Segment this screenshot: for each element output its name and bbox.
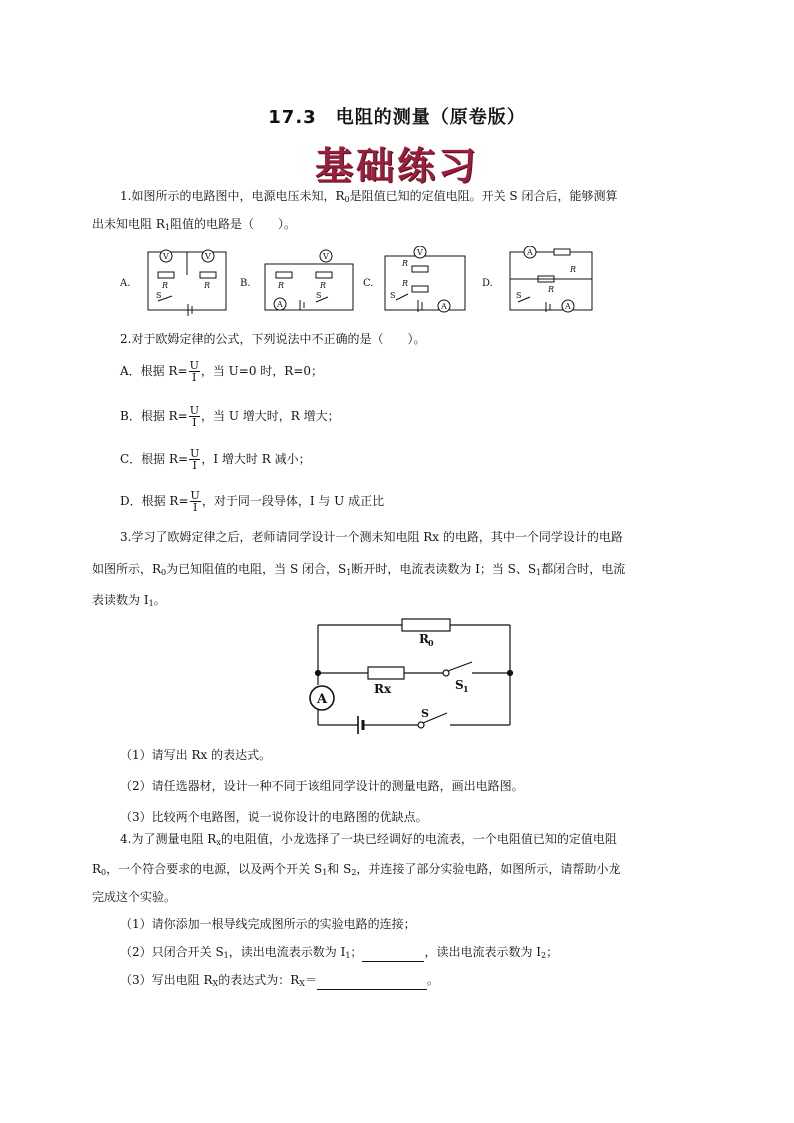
ammeter-symbol: A xyxy=(527,248,533,257)
q4-part-1: （1）请你添加一根导线完成图所示的实验电路的连接； xyxy=(120,917,416,931)
ammeter-symbol: A xyxy=(277,300,283,309)
q3-stem-line1: 3.学习了欧姆定律之后，老师请同学设计一个测未知电阻 Rx 的电路，其中一个同学设计的电路 xyxy=(120,530,623,544)
q1-option-c-label: C. xyxy=(363,278,374,289)
page-title: 17.3 电阻的测量（原卷版） xyxy=(268,107,526,128)
voltmeter-symbol: V xyxy=(417,248,423,257)
voltmeter-symbol: V xyxy=(163,252,169,261)
q3-stem-line2: 如图所示，$R_0$为已知阻值的电阻，当 S 闭合，$S_1$断开时，电流表读数为 I；当 S、$S_1$都闭合时，电流 xyxy=(92,562,626,577)
switch-label: S xyxy=(316,291,322,300)
ammeter-symbol: A xyxy=(565,302,571,311)
q1-circuit-figures xyxy=(120,246,600,318)
ohm-fraction: $\frac{U}{I}$ xyxy=(190,447,200,472)
q1-circuit-options xyxy=(120,246,600,318)
switch-label: S xyxy=(516,291,522,300)
q4-part-2: （2）只闭合开关 $S_1$，读出电流表示数为 $I_1$； ，读出电流表示数为 $I_2$； xyxy=(120,945,559,960)
q3-stem-line3: 表读数为 $I_1$。 xyxy=(92,593,166,608)
ohm-fraction: $\frac{U}{I}$ xyxy=(189,404,200,429)
ammeter-symbol: A xyxy=(441,302,447,311)
resistor-label: R xyxy=(402,279,409,288)
resistor-label: R xyxy=(402,259,409,268)
ammeter-symbol: A xyxy=(317,692,328,707)
q2-option-c: C．根据 R= $\frac{U}{I}$ ，I 增大时 R 减小； xyxy=(120,447,311,472)
q1-option-d-label: D. xyxy=(482,278,493,289)
voltmeter-symbol: V xyxy=(323,252,329,261)
q3-part-1: （1）请写出 Rx 的表达式。 xyxy=(120,748,272,762)
resistor-label: R xyxy=(204,281,211,290)
q3-circuit-diagram xyxy=(300,612,525,737)
q2-option-b: B．根据 R= $\frac{U}{I}$ ，当 U 增大时，R 增大； xyxy=(120,404,340,429)
resistor-label: R xyxy=(548,285,555,294)
q4-part-3: （3）写出电阻 $R_X$的表达式为：$R_X=$ 。 xyxy=(120,973,439,988)
resistor-label: R xyxy=(278,281,285,290)
switch-label: S xyxy=(390,291,396,300)
resistor-label: R xyxy=(162,281,169,290)
switch-label: S xyxy=(156,291,162,300)
q2-option-d: D．根据 R= $\frac{U}{I}$ ，对于同一段导体，I 与 U 成正比 xyxy=(120,489,385,514)
q4-stem-line2: $R_0$，一个符合要求的电源，以及两个开关 $S_1$和 $S_2$，并连接了部分实验电路，如图所示，请帮助小龙 xyxy=(92,862,621,877)
ohm-fraction: $\frac{U}{I}$ xyxy=(189,359,199,384)
s1-label: S xyxy=(455,678,464,692)
q1-stem-line1: 1.如图所示的电路图中，电源电压未知，$R_0$是阻值已知的定值电阻。开关 S 闭合后，能够测算 xyxy=(120,189,618,204)
resistor-label: R xyxy=(570,265,577,274)
q2-option-a: A．根据 R= $\frac{U}{I}$ ，当 U=0 时，R=0； xyxy=(120,359,324,384)
answer-blank[interactable] xyxy=(317,971,427,990)
q1-option-b-label: B. xyxy=(240,278,251,289)
voltmeter-symbol: V xyxy=(205,252,211,261)
q1-option-a-label: A. xyxy=(120,278,131,289)
switch-s-label: S xyxy=(421,707,429,720)
ohm-fraction: $\frac{U}{I}$ xyxy=(190,489,200,514)
q4-stem-line1: 4.为了测量电阻 $R_x$的电阻值，小龙选择了一块已经调好的电流表，一个电阻值已知的定值电阻 xyxy=(120,832,617,847)
q3-part-2: （2）请任选器材，设计一种不同于该组同学设计的测量电路，画出电路图。 xyxy=(120,779,524,793)
q3-part-3: （3）比较两个电路图，说一说你设计的电路图的优缺点。 xyxy=(120,810,428,824)
r0-label: R xyxy=(419,632,429,646)
q4-stem-line3: 完成这个实验。 xyxy=(92,890,177,904)
resistor-label: R xyxy=(320,281,327,290)
q2-stem: 2.对于欧姆定律的公式，下列说法中不正确的是（ ）。 xyxy=(120,332,426,346)
answer-blank[interactable] xyxy=(362,943,424,962)
r0-sub: 0 xyxy=(428,638,434,648)
rx-label: Rx xyxy=(374,682,392,696)
section-banner: 基础练习 xyxy=(314,144,479,188)
s1-sub: 1 xyxy=(463,684,469,694)
q1-stem-line2: 出未知电阻 $R_1$阻值的电路是（ ）。 xyxy=(92,217,296,232)
